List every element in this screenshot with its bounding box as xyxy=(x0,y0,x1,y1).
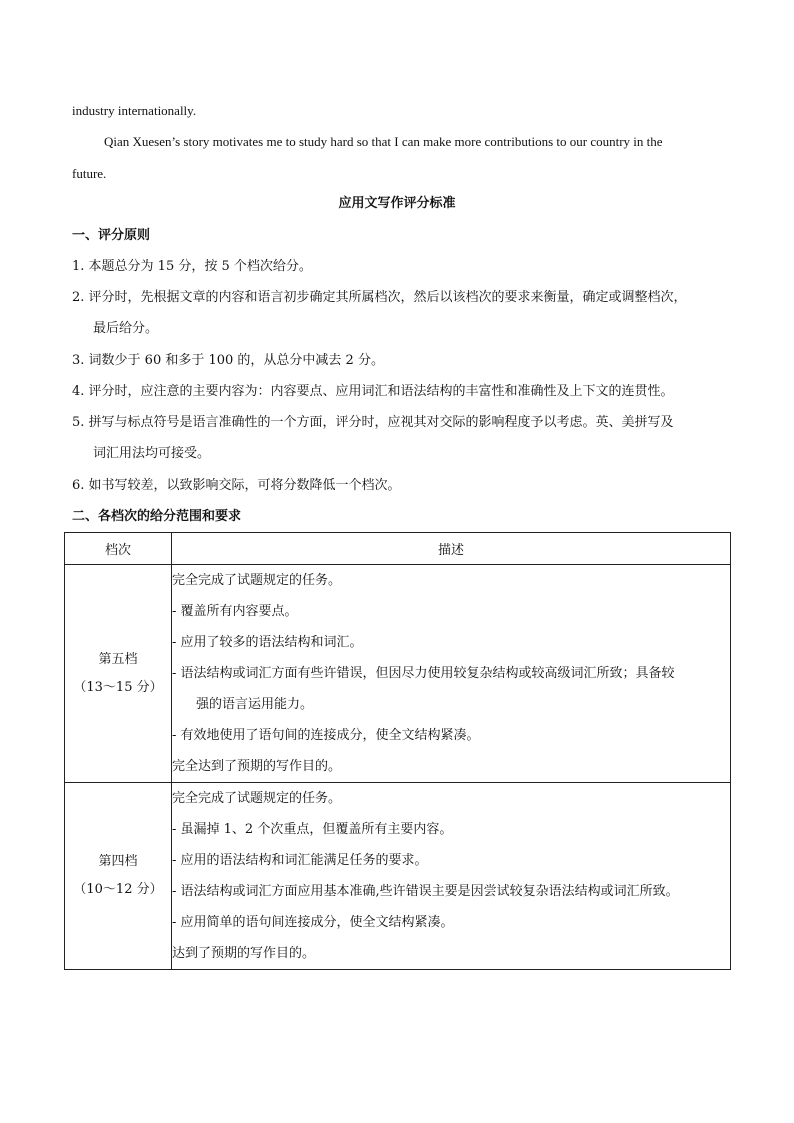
intro-line-1: industry internationally. xyxy=(72,103,197,118)
principle-item-3: 3. 词数少于 60 和多于 100 的，从总分中减去 2 分。 xyxy=(72,353,384,368)
description-line: - 语法结构或词汇方面应用基本准确,些许错误主要是因尝试较复杂语法结构或词汇所致。 xyxy=(172,884,679,899)
level-cell xyxy=(65,783,172,970)
principle-item-5: 5. 拼写与标点符号是语言准确性的一个方面，评分时，应视其对交际的影响程度予以考虑。英、美拼写及 xyxy=(72,415,674,430)
description-line: - 虽漏掉 1、2 个次重点，但覆盖所有主要内容。 xyxy=(172,822,453,837)
column-header-level: 档次 xyxy=(65,533,172,565)
description-line: 强的语言运用能力。 xyxy=(196,697,314,712)
level-name: 第四档 xyxy=(98,854,138,869)
level-name: 第五档 xyxy=(98,651,138,667)
table-row xyxy=(65,783,731,970)
level-cell xyxy=(65,565,172,783)
principle-item-5-cont: 词汇用法均可接受。 xyxy=(93,446,211,461)
column-header-description: 描述 xyxy=(172,533,731,565)
description-cell xyxy=(172,783,731,970)
description-line: 完全完成了试题规定的任务。 xyxy=(172,791,342,806)
principle-item-4: 4. 评分时，应注意的主要内容为：内容要点、应用词汇和语法结构的丰富性和准确性及上下文的连贯性。 xyxy=(72,384,674,399)
level-range: （10～12 分） xyxy=(73,882,163,897)
description-line: - 语法结构或词汇方面有些许错误，但因尽力使用较复杂结构或较高级词汇所致；具备较 xyxy=(172,666,675,681)
description-line: - 应用的语法结构和词汇能满足任务的要求。 xyxy=(172,853,428,868)
section-heading-levels: 二、各档次的给分范围和要求 xyxy=(72,509,242,524)
intro-line-3: future. xyxy=(72,166,107,181)
page-title: 应用文写作评分标准 xyxy=(338,196,456,211)
description-line: 完全达到了预期的写作目的。 xyxy=(172,759,342,774)
description-line: - 覆盖所有内容要点。 xyxy=(172,604,298,619)
intro-line-2: Qian Xuesen’s story motivates me to study hard so that I can make more contributions to our country in the xyxy=(104,134,663,149)
description-line: - 应用了较多的语法结构和词汇。 xyxy=(172,635,363,650)
table-row xyxy=(65,565,731,783)
principle-item-1: 1. 本题总分为 15 分，按 5 个档次给分。 xyxy=(72,259,312,274)
principle-item-2: 2. 评分时，先根据文章的内容和语言初步确定其所属档次，然后以该档次的要求来衡量，确定或调整档次， xyxy=(72,290,687,305)
description-line: 达到了预期的写作目的。 xyxy=(172,946,316,961)
description-line: 完全完成了试题规定的任务。 xyxy=(172,573,342,588)
grading-table xyxy=(64,532,731,970)
section-heading-principles: 一、评分原则 xyxy=(72,228,151,243)
description-cell xyxy=(172,565,731,783)
description-line: - 应用简单的语句间连接成分，使全文结构紧凑。 xyxy=(172,915,454,930)
level-range: （13～15 分） xyxy=(73,679,163,695)
description-line: - 有效地使用了语句间的连接成分，使全文结构紧凑。 xyxy=(172,728,480,743)
principle-item-6: 6. 如书写较差，以致影响交际，可将分数降低一个档次。 xyxy=(72,478,401,493)
principle-item-2-cont: 最后给分。 xyxy=(93,321,159,336)
table-header-row xyxy=(65,533,731,565)
